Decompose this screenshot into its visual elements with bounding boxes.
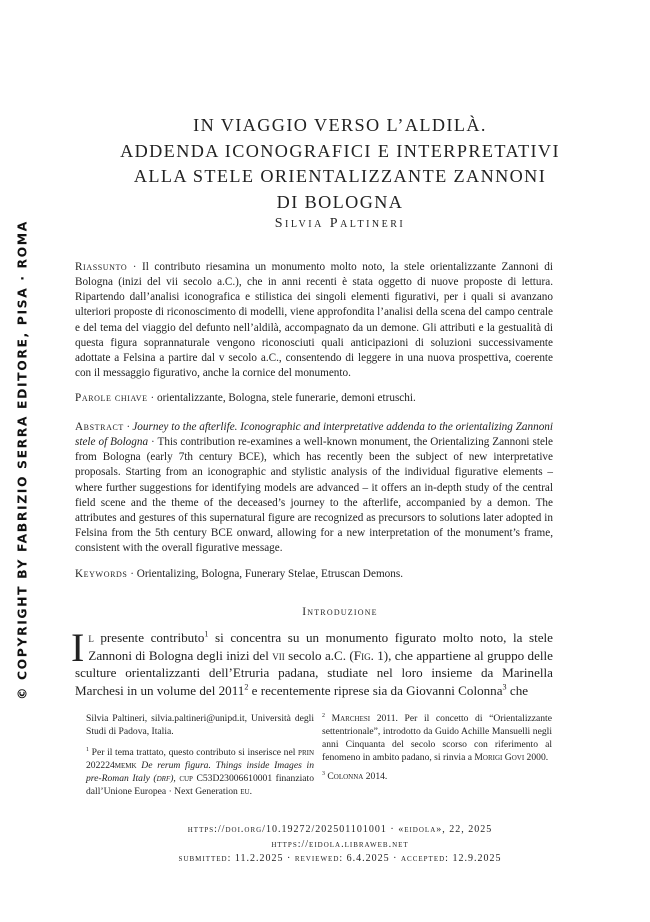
keywords-block xyxy=(75,567,553,582)
body-text-6: che xyxy=(506,682,529,698)
riassunto-text: · Il contributo riesamina un monumento molto noto, la stele orientalizzante Zannoni di Bologna (inizi del vii secolo a.C.), che in anni recenti è stata oggetto di nuove proposte di lettura. Ripartendo dall’analisi iconografica e stilistica dei singoli elementi figurativi, per i quali si avanzano ulteriori proposte di riconoscimento di modelli, viene approfondita l’analisi della scena del campo centrale e del tema del viaggio del defunto nell’aldilà, accompagnato da un demone. Gli attributi e la gestualità di questa figura soprannaturale vengono riconosciuti quali anticipazioni di soluzioni successivamente adottate a Felsina a partire dal v secolo a.C., consentendo di leggere in una nuova prospettiva, coerente con il messaggio figurativo, anche la cornice del monumento. xyxy=(75,261,553,380)
parole-chiave-label: Parole chiave xyxy=(75,392,148,404)
footnote-ref-1[interactable]: 1 xyxy=(204,629,209,639)
footnote-1-close: ), xyxy=(170,773,176,784)
keywords-label: Keywords xyxy=(75,568,128,580)
footnote-1-text-b: C53D23006610001 finanziato dall’Unione Europea · Next Generation xyxy=(86,773,314,797)
footnote-1-cup: cup xyxy=(175,773,193,784)
abstract-title: · Journey to the afterlife. Iconographic and interpretative addenda to the orientalizing Zannoni stele of Bologna xyxy=(75,421,553,449)
footnote-2-end: 2000. xyxy=(524,752,549,763)
footnote-2-text: 2011. Per il concetto di “Orientalizzante settentrionale”, introdotto da Guido Achille Mansuelli negli anni Cinquanta del secolo scorso con riferimento al fenomeno in ambito padano, si rinvia a xyxy=(322,713,552,763)
body-text-3: secolo a.C. ( xyxy=(284,647,354,663)
title-line-1: IN VIAGGIO VERSO L’ALDILÀ. xyxy=(193,115,487,135)
footnote-1-end: . xyxy=(249,786,252,797)
body-text-4: ), che appartiene al gruppo delle sculture orientalizzanti dell’Etruria padana, studiate nel loro insieme da Marinella Marchesi in un volume del 2011 xyxy=(75,647,553,698)
drop-cap: I xyxy=(71,625,85,670)
body-paragraph xyxy=(71,625,553,699)
abstract-label: Abstract xyxy=(75,421,124,433)
century-numeral: vii xyxy=(272,647,285,663)
keywords-text: · Orientalizing, Bologna, Funerary Stelae, Etruscan Demons. xyxy=(127,568,404,580)
footer-doi[interactable]: https://doi.org/10.19272/202501101001 · «eidola», 22, 2025 xyxy=(187,824,493,835)
footnote-3 xyxy=(322,770,552,783)
footnote-ref-2[interactable]: 2 xyxy=(244,682,249,692)
footnote-1-title: De rerum figura. Things inside Images in pre-Roman Italy ( xyxy=(86,760,314,784)
footnote-1-eu: eu xyxy=(240,786,250,797)
parole-chiave-text: · orientalizzante, Bologna, stele funerarie, demoni etruschi. xyxy=(147,392,416,404)
abstract-text: · This contribution re-examines a well-known monument, the Orientalizing Zannoni stele from Bologna (early 7th century BCE), which has recently been the subject of new interpretative proposals. Starting from an iconographic and stylistic analysis of the individual figurative elements – where further suggestions for identifying models are advanced – it offers an in-depth study of the central field scene and the theme of the deceased’s journey to the afterlife, accompanied by a demon. The attributes and gestures of this supernatural figure are recognized as precursors to solutions later adopted in Felsina from the 5th century BCE onward, allowing for a new interpretation of the monument’s frame, consistent with the overall figurative message. xyxy=(75,436,554,555)
footnote-1-prin: prin 202224memk xyxy=(86,747,314,771)
footnote-3-author: Colonna xyxy=(324,771,364,782)
figure-ref[interactable]: Fig. 1 xyxy=(353,647,384,663)
footnote-1-text-a: Per il tema trattato, questo contributo si inserisce nel xyxy=(88,747,299,758)
copyright-text: © COPYRIGHT BY FABRIZIO SERRA EDITORE, PISA · ROMA xyxy=(14,220,30,700)
parole-chiave-block xyxy=(75,391,553,406)
article-title xyxy=(60,113,620,215)
author-name xyxy=(60,216,620,232)
section-heading-introduzione: Introduzione xyxy=(302,606,378,618)
footnote-2-number: 2 xyxy=(322,712,325,719)
body-text-5: e recentemente riprese sia da Giovanni Colonna xyxy=(248,682,503,698)
footnote-1-drf: drf xyxy=(156,773,171,784)
riassunto-label: Riassunto xyxy=(75,261,128,273)
body-text-2: si concentra su un monumento figurato molto noto, la stele Zannoni di Bologna degli inizi del xyxy=(88,630,553,663)
author-text: Silvia Paltineri xyxy=(274,216,406,231)
footnote-2-ref: Morigi Govi xyxy=(474,752,525,763)
riassunto-block xyxy=(75,260,553,381)
footer-url[interactable]: https://eidola.libraweb.net xyxy=(271,839,409,850)
footnote-1-number: 1 xyxy=(86,746,89,753)
title-line-4: DI BOLOGNA xyxy=(276,191,404,212)
footnote-2 xyxy=(322,712,552,764)
footnote-3-number: 3 xyxy=(322,770,325,777)
title-line-2: ADDENDA ICONOGRAFICI E INTERPRETATIVI xyxy=(120,140,560,161)
lead-letter: l xyxy=(88,630,94,645)
footnote-1 xyxy=(86,746,314,798)
footnote-2-author: Marchesi xyxy=(324,713,371,724)
title-line-3: ALLA STELE ORIENTALIZZANTE ZANNONI xyxy=(133,166,547,186)
author-affiliation: Silvia Paltineri, silvia.paltineri@unipd.it, Università degli Studi di Padova, Italia. xyxy=(86,713,314,737)
body-text-1: presente contributo xyxy=(93,630,205,645)
copyright-sidebar xyxy=(11,220,33,700)
footnotes-left xyxy=(86,712,314,804)
footnote-3-end: 2014. xyxy=(363,771,388,782)
footnote-ref-3[interactable]: 3 xyxy=(502,682,507,692)
footnotes-right xyxy=(322,712,552,789)
abstract-block xyxy=(75,420,553,556)
footer-dates: submitted: 11.2.2025 · reviewed: 6.4.2025 · accepted: 12.9.2025 xyxy=(178,853,502,864)
